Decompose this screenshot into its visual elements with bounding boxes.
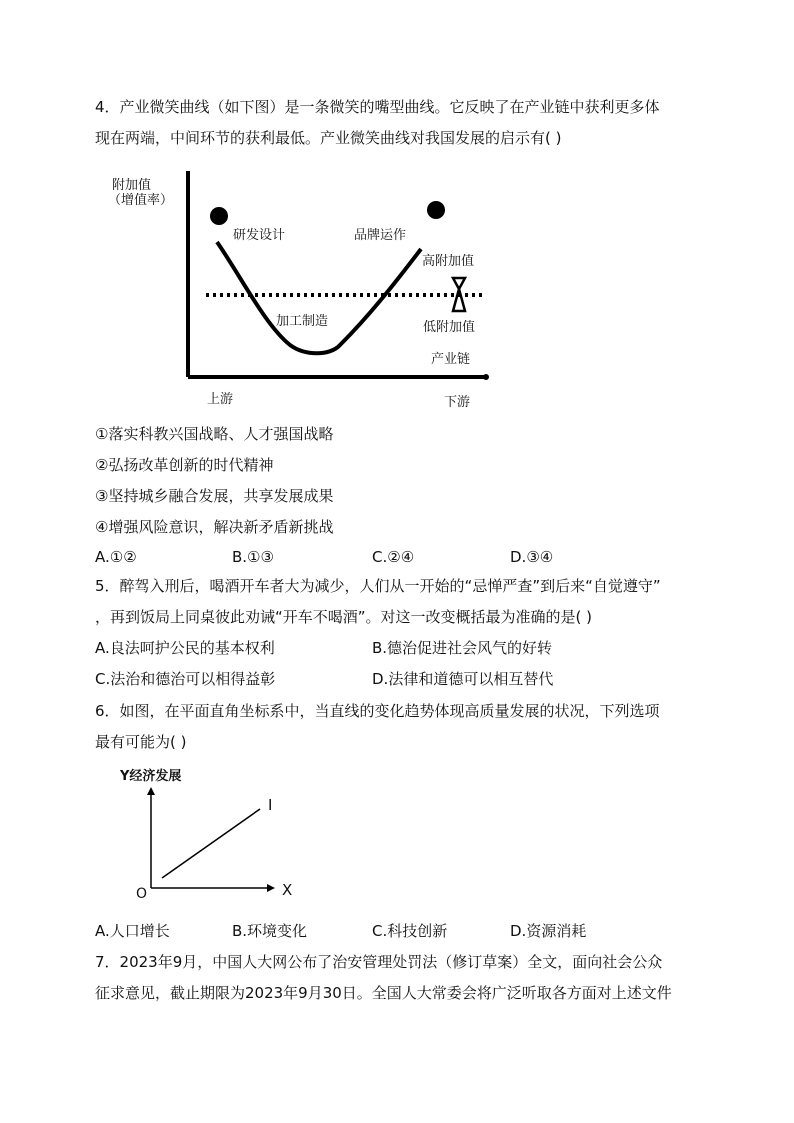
q6-option-c: C.科技创新 bbox=[372, 922, 448, 940]
q6-stem-line1: 6．如图，在平面直角坐标系中，当直线的变化趋势体现高质量发展的状况，下列选项 bbox=[95, 702, 660, 720]
smile-curve bbox=[217, 242, 421, 353]
q5-option-a: A.良法呵护公民的基本权利 bbox=[95, 639, 275, 657]
q5-option-b: B.德治促进社会风气的好转 bbox=[372, 639, 553, 657]
q7-stem-line1: 7．2023年9月，中国人大网公布了治安管理处罚法（修订草案）全文，面向社会公众 bbox=[95, 953, 663, 971]
q4-item-3: ③坚持城乡融合发展，共享发展成果 bbox=[95, 487, 334, 505]
q4-stem-line1: 4．产业微笑曲线（如下图）是一条微笑的嘴型曲线。它反映了在产业链中获利更多体 bbox=[95, 98, 660, 116]
coord-line-label: I bbox=[268, 796, 273, 814]
smile-ylabel-2: （增值率） bbox=[108, 193, 174, 208]
brand-dot bbox=[427, 201, 445, 219]
q4-option-a: A.①② bbox=[95, 548, 137, 566]
rd-dot bbox=[210, 207, 228, 225]
q6-option-d: D.资源消耗 bbox=[510, 922, 587, 940]
coord-line bbox=[162, 809, 260, 878]
q5-stem-line1: 5．醉驾入刑后，喝酒开车者大为减少，人们从一开始的“忌惮严查”到后来“自觉遵守” bbox=[95, 577, 661, 595]
q4-item-4: ④增强风险意识，解决新矛盾新挑战 bbox=[95, 518, 334, 536]
q4-stem-line2: 现在两端，中间环节的获利最低。产业微笑曲线对我国发展的启示有( ) bbox=[95, 129, 562, 147]
q5-option-d: D.法律和道德可以相互替代 bbox=[372, 670, 554, 688]
smile-x-axis-arrow bbox=[483, 374, 489, 380]
mfg-label: 加工制造 bbox=[276, 314, 329, 329]
coord-xlabel: X bbox=[282, 881, 293, 899]
smile-curve-figure bbox=[100, 165, 500, 415]
downstream-label: 下游 bbox=[444, 395, 471, 410]
q7-stem-line2: 征求意见，截止期限为2023年9月30日。全国人大常委会将广泛听取各方面对上述文件 bbox=[95, 984, 672, 1002]
chain-label: 产业链 bbox=[431, 352, 471, 367]
q4-option-d: D.③④ bbox=[510, 548, 554, 566]
q6-stem-line2: 最有可能为( ) bbox=[95, 733, 187, 751]
low-value-label: 低附加值 bbox=[423, 320, 476, 335]
brand-label: 品牌运作 bbox=[354, 228, 407, 243]
high-value-label: 高附加值 bbox=[422, 254, 475, 269]
coord-ylabel: Y经济发展 bbox=[120, 769, 182, 784]
q5-stem-line2: ，再到饭局上同桌彼此劝诫“开车不喝酒”。对这一改变概括最为准确的是( ) bbox=[95, 608, 593, 626]
smile-ylabel-1: 附加值 bbox=[112, 178, 152, 193]
q4-option-c: C.②④ bbox=[372, 548, 415, 566]
q4-option-b: B.①③ bbox=[232, 548, 274, 566]
rd-label: 研发设计 bbox=[233, 228, 286, 243]
q4-item-2: ②弘扬改革创新的时代精神 bbox=[95, 456, 274, 474]
coord-x-arrow bbox=[267, 884, 275, 892]
q5-option-c: C.法治和德治可以相得益彰 bbox=[95, 670, 276, 688]
coordinate-figure bbox=[110, 762, 310, 902]
coord-y-arrow bbox=[147, 787, 155, 795]
q6-option-b: B.环境变化 bbox=[232, 922, 308, 940]
coord-origin: O bbox=[136, 886, 148, 902]
q4-item-1: ①落实科教兴国战略、人才强国战略 bbox=[95, 425, 334, 443]
upstream-label: 上游 bbox=[207, 392, 234, 407]
q6-option-a: A.人口增长 bbox=[95, 922, 170, 940]
